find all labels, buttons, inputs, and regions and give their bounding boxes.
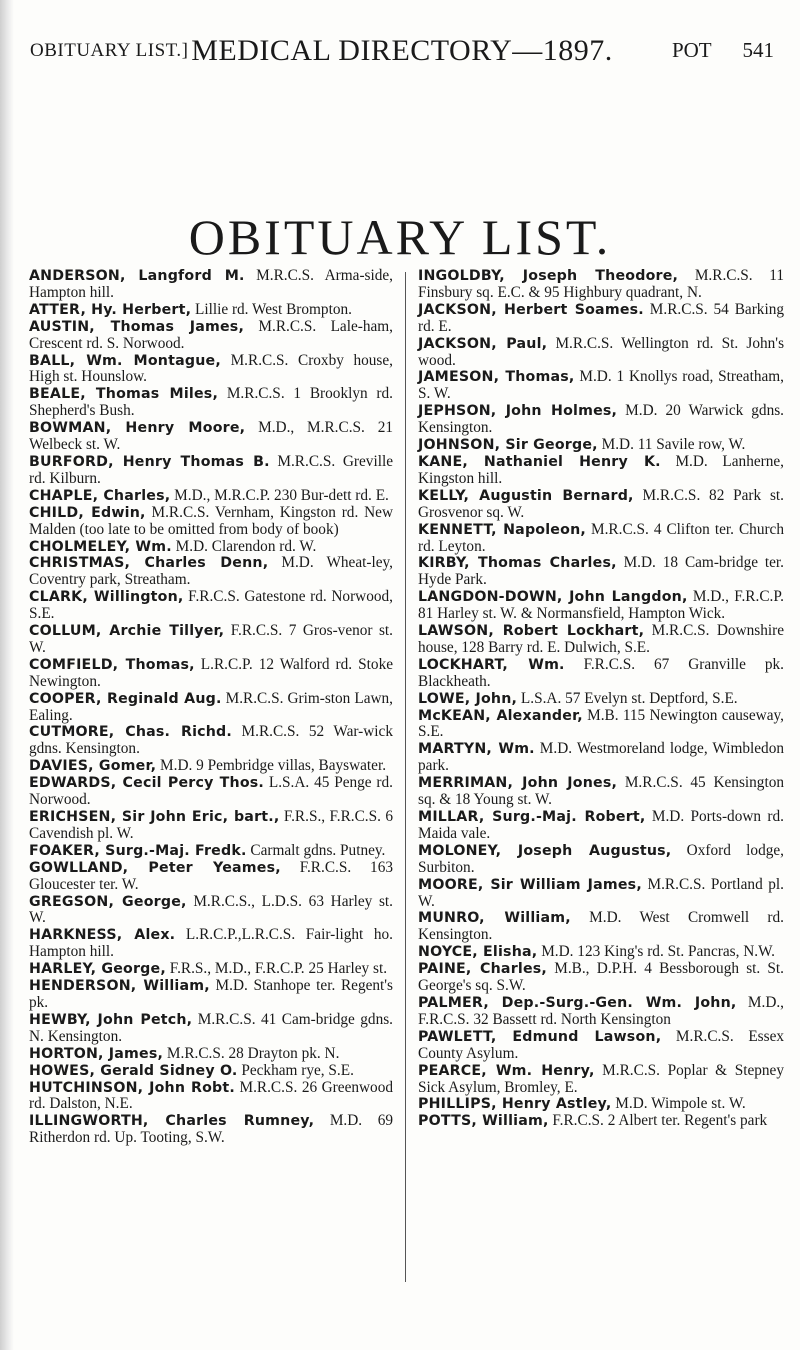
entry-detail: M.R.C.S. 45 Kensington sq. & 18 Young st. W. xyxy=(418,774,784,809)
entry-name: POTTS, William, xyxy=(418,1113,549,1130)
entry-detail: M.R.C.S. Arma-side, Hampton hill. xyxy=(29,267,393,301)
entry-name: MARTYN, Wm. xyxy=(418,741,535,758)
entry-detail: M.R.C.S. 41 Cam-bridge gdns. N. Kensington. xyxy=(29,1010,393,1045)
obituary-entry xyxy=(29,775,393,809)
entry-detail: F.R.C.S. 2 Albert ter. Regent's park xyxy=(552,1112,768,1130)
entry-name: HARLEY, George, xyxy=(29,961,166,978)
entry-name: ERICHSEN, Sir John Eric, bart., xyxy=(29,809,280,825)
entry-detail: F.R.C.S. Gatestone rd. Norwood, S.E. xyxy=(29,588,393,623)
obituary-entry xyxy=(29,623,393,657)
entry-detail: L.S.A. 45 Penge rd. Norwood. xyxy=(29,774,393,809)
entry-name: CLARK, Willington, xyxy=(29,589,184,606)
entry-detail: M.D. West Cromwell rd. Kensington. xyxy=(418,909,784,944)
entry-name: PHILLIPS, Henry Astley, xyxy=(418,1096,612,1113)
entry-name: LOWE, John, xyxy=(418,690,518,707)
obituary-entry xyxy=(29,860,393,894)
entry-name: KENNETT, Napoleon, xyxy=(418,521,586,538)
entry-detail: M.R.C.S. 54 Barking rd. E. xyxy=(418,300,784,335)
entry-name: PEARCE, Wm. Henry, xyxy=(418,1062,595,1079)
entry-name: COLLUM, Archie Tillyer, xyxy=(29,623,225,640)
obituary-entry xyxy=(418,1096,784,1113)
header-abbrev: POT xyxy=(671,38,712,62)
entry-name: JACKSON, Paul, xyxy=(418,335,548,352)
entry-detail: L.S.A. 57 Evelyn st. Deptford, S.E. xyxy=(520,689,738,707)
entry-detail: Oxford lodge, Surbiton. xyxy=(418,841,784,876)
obituary-entry xyxy=(29,302,393,319)
obituary-entry xyxy=(418,741,784,775)
entry-detail: M.D. Lanherne, Kingston hill. xyxy=(418,452,785,487)
entry-name: HUTCHINSON, John Robt. xyxy=(29,1079,235,1096)
entry-name: EDWARDS, Cecil Percy Thos. xyxy=(29,775,265,792)
obituary-entry xyxy=(29,894,393,928)
left-column xyxy=(29,268,393,1147)
entry-detail: M.D. Clarendon rd. W. xyxy=(175,537,317,555)
entry-name: KANE, Nathaniel Henry K. xyxy=(418,453,661,470)
entry-name: HENDERSON, William, xyxy=(29,978,210,995)
obituary-entry xyxy=(29,505,393,539)
entry-detail: M.D. 123 King's rd. St. Pancras, N.W. xyxy=(541,943,775,961)
obituary-entry xyxy=(29,386,393,420)
obituary-entry xyxy=(418,369,784,403)
entry-detail: M.D. 11 Savile row, W. xyxy=(601,436,746,454)
entry-detail: F.R.C.S. 163 Gloucester ter. W. xyxy=(29,858,394,893)
entry-detail: M.D. Westmoreland lodge, Wimbledon park. xyxy=(418,740,785,775)
entry-name: PAWLETT, Edmund Lawson, xyxy=(418,1028,662,1045)
obituary-entry xyxy=(29,1046,393,1063)
entry-name: LOCKHART, Wm. xyxy=(418,656,565,673)
entry-name: McKEAN, Alexander, xyxy=(418,707,583,724)
obituary-entry xyxy=(29,1063,393,1080)
entry-name: AUSTIN, Thomas James, xyxy=(29,318,245,335)
obituary-entry xyxy=(418,555,784,589)
entry-detail: M.R.C.S. Grim-ston Lawn, Ealing. xyxy=(29,689,394,724)
entry-name: KELLY, Augustin Bernard, xyxy=(418,487,634,504)
obituary-entry xyxy=(29,589,393,623)
entry-name: CHILD, Edwin, xyxy=(29,504,146,521)
obituary-entry xyxy=(29,1080,393,1114)
entry-name: HORTON, James, xyxy=(29,1045,164,1062)
entry-detail: M.R.C.S. 4 Clifton ter. Church rd. Leyton. xyxy=(418,520,784,555)
obituary-entry xyxy=(29,691,393,725)
entry-detail: M.D. Wheat-ley, Coventry park, Streatham. xyxy=(29,554,393,589)
obituary-entry xyxy=(418,809,784,843)
entry-detail: L.R.C.P.,L.R.C.S. Fair-light ho. Hampton hill. xyxy=(29,926,393,961)
obituary-entry xyxy=(29,843,393,860)
entry-detail: M.D., F.R.C.S. 32 Bassett rd. North Kensington xyxy=(418,993,785,1028)
entry-detail: M.R.C.S. Wellington rd. St. John's wood. xyxy=(418,334,785,369)
entry-name: ILLINGWORTH, Charles Rumney, xyxy=(29,1113,315,1130)
entry-name: BURFORD, Henry Thomas B. xyxy=(29,453,270,470)
obituary-entry xyxy=(418,944,784,961)
entry-name: JOHNSON, Sir George, xyxy=(418,437,598,454)
page-binding-edge xyxy=(0,0,14,1350)
obituary-entry xyxy=(418,775,784,809)
entry-detail: F.R.S., F.R.C.S. 6 Cavendish pl. W. xyxy=(29,808,393,842)
entry-name: ATTER, Hy. Herbert, xyxy=(29,301,192,318)
obituary-entry xyxy=(29,927,393,961)
obituary-entry xyxy=(418,268,784,302)
obituary-entry xyxy=(418,522,784,556)
entry-name: HOWES, Gerald Sidney O. xyxy=(29,1062,238,1079)
obituary-entry xyxy=(29,758,393,775)
entry-detail: M.R.C.S. Greville rd. Kilburn. xyxy=(29,452,393,487)
entry-detail: M.D., F.R.C.P. 81 Harley st. W. & Normansfield, Hampton Wick. xyxy=(418,588,784,623)
entry-detail: L.R.C.P. 12 Walford rd. Stoke Newington. xyxy=(29,655,394,690)
entry-name: GOWLLAND, Peter Yeames, xyxy=(29,859,281,876)
entry-detail: M.R.C.S. 28 Drayton pk. N. xyxy=(166,1044,340,1062)
entry-detail: M.R.C.S. Lale-ham, Crescent rd. S. Norwood. xyxy=(29,317,393,352)
obituary-entry xyxy=(29,454,393,488)
obituary-entry xyxy=(29,1113,393,1147)
right-column xyxy=(418,268,784,1130)
entry-detail: M.D. Stanhope ter. Regent's pk. xyxy=(29,977,394,1011)
obituary-entry xyxy=(418,1029,784,1063)
entry-detail: M.R.C.S. Poplar & Stepney Sick Asylum, Bromley, E. xyxy=(418,1061,784,1096)
entry-detail: M.R.C.S. Croxby house, High st. Hounslow. xyxy=(29,351,393,386)
entry-name: NOYCE, Elisha, xyxy=(418,944,538,961)
entry-name: PAINE, Charles, xyxy=(418,961,548,978)
obituary-entry xyxy=(418,657,784,691)
entry-name: BALL, Wm. Montague, xyxy=(29,352,221,369)
entry-detail: M.R.C.S. Portland pl. W. xyxy=(418,875,784,910)
obituary-entry xyxy=(29,724,393,758)
obituary-entry xyxy=(418,302,784,336)
entry-detail: M.R.C.S., L.D.S. 63 Harley st. W. xyxy=(29,892,393,927)
obituary-entry xyxy=(29,539,393,556)
entry-name: CHRISTMAS, Charles Denn, xyxy=(29,555,269,572)
entry-detail: Peckham rye, S.E. xyxy=(241,1061,354,1079)
obituary-entry xyxy=(29,319,393,353)
entry-name: BOWMAN, Henry Moore, xyxy=(29,420,246,437)
column-divider xyxy=(405,272,406,1282)
obituary-entry xyxy=(418,995,784,1029)
obituary-entry xyxy=(29,1012,393,1046)
entry-detail: M.R.C.S. 52 War-wick gdns. Kensington. xyxy=(29,723,393,758)
entry-detail: M.D. Ports-down rd. Maida vale. xyxy=(418,808,784,842)
entry-name: CHAPLE, Charles, xyxy=(29,487,171,504)
entry-name: CHOLMELEY, Wm. xyxy=(29,538,172,555)
entry-detail: F.R.C.S. 67 Granville pk. Blackheath. xyxy=(418,655,784,690)
entry-detail: M.D. 1 Knollys road, Streatham, S. W. xyxy=(418,368,784,403)
entry-detail: M.D., M.R.C.P. 230 Bur-dett rd. E. xyxy=(174,486,389,504)
entry-name: COMFIELD, Thomas, xyxy=(29,656,195,673)
entry-name: HARKNESS, Alex. xyxy=(29,927,176,944)
obituary-entry xyxy=(418,1063,784,1097)
obituary-entry xyxy=(418,708,784,742)
entry-name: PALMER, Dep.-Surg.-Gen. Wm. John, xyxy=(418,994,737,1011)
entry-detail: Lillie rd. West Brompton. xyxy=(194,300,352,318)
obituary-entry xyxy=(418,910,784,944)
entry-name: MUNRO, William, xyxy=(418,910,571,927)
entry-name: COOPER, Reginald Aug. xyxy=(29,690,222,707)
obituary-entry xyxy=(418,691,784,708)
obituary-entry xyxy=(418,488,784,522)
entry-name: ANDERSON, Langford M. xyxy=(29,268,245,284)
entry-detail: F.R.S., M.D., F.R.C.P. 25 Harley st. xyxy=(169,960,388,978)
entry-name: DAVIES, Gomer, xyxy=(29,758,157,775)
entry-name: JAMESON, Thomas, xyxy=(418,369,575,386)
entry-detail: M.R.C.S. 82 Park st. Grosvenor sq. W. xyxy=(418,486,784,521)
obituary-entry xyxy=(29,488,393,505)
entry-detail: M.D. 18 Cam-bridge ter. Hyde Park. xyxy=(418,554,785,589)
entry-detail: F.R.C.S. 7 Gros-venor st. W. xyxy=(29,622,394,656)
entry-detail: M.R.C.S. 1 Brooklyn rd. Shepherd's Bush. xyxy=(29,385,393,420)
entry-name: INGOLDBY, Joseph Theodore, xyxy=(418,268,679,284)
entry-detail: M.D. 69 Ritherdon rd. Up. Tooting, S.W. xyxy=(29,1112,394,1147)
obituary-entry xyxy=(418,961,784,995)
entry-name: HEWBY, John Petch, xyxy=(29,1011,193,1028)
obituary-entry xyxy=(29,268,393,302)
obituary-entry xyxy=(418,589,784,623)
entry-name: MOLONEY, Joseph Augustus, xyxy=(418,842,672,859)
obituary-entry xyxy=(418,877,784,911)
page-title: OBITUARY LIST. xyxy=(188,208,612,265)
obituary-entry xyxy=(418,403,784,437)
running-header xyxy=(30,34,774,74)
entry-detail: M.R.C.S. Downshire house, 128 Barry rd. E. Dulwich, S.E. xyxy=(418,622,784,656)
entry-detail: M.D. 20 Warwick gdns. Kensington. xyxy=(418,402,784,437)
obituary-entry xyxy=(418,454,784,488)
entry-detail: M.D. Wimpole st. W. xyxy=(615,1095,746,1113)
entry-name: LANGDON-DOWN, John Langdon, xyxy=(418,589,688,606)
entry-detail: M.D., M.R.C.S. 21 Welbeck st. W. xyxy=(29,419,393,454)
page-ref xyxy=(646,38,774,63)
obituary-entry xyxy=(418,437,784,454)
entry-name: MOORE, Sir William James, xyxy=(418,876,642,893)
entry-name: JEPHSON, John Holmes, xyxy=(418,403,618,420)
entry-name: KIRBY, Thomas Charles, xyxy=(418,555,617,572)
entry-detail: M.B., D.P.H. 4 Bessborough st. St. George's sq. S.W. xyxy=(418,960,785,995)
entry-detail: M.R.C.S. 26 Greenwood rd. Dalston, N.E. xyxy=(29,1078,393,1113)
obituary-entry xyxy=(29,353,393,387)
page-number: 541 xyxy=(742,38,774,62)
entry-name: MILLAR, Surg.-Maj. Robert, xyxy=(418,809,646,825)
obituary-entry xyxy=(29,657,393,691)
entry-detail: M.R.C.S. Essex County Asylum. xyxy=(418,1027,785,1062)
entry-name: MERRIMAN, John Jones, xyxy=(418,775,618,792)
entry-detail: M.R.C.S. 11 Finsbury sq. E.C. & 95 Highbury quadrant, N. xyxy=(418,267,784,301)
obituary-entry xyxy=(418,623,784,657)
obituary-entry xyxy=(418,336,784,370)
obituary-entry xyxy=(418,843,784,877)
entry-name: LAWSON, Robert Lockhart, xyxy=(418,623,645,640)
entry-detail: Carmalt gdns. Putney. xyxy=(250,841,386,859)
obituary-entry xyxy=(418,1113,784,1130)
entry-detail: M.R.C.S. Vernham, Kingston rd. New Malden (too late to be omitted from body of book) xyxy=(29,503,394,538)
entry-name: CUTMORE, Chas. Richd. xyxy=(29,724,233,741)
entry-name: JACKSON, Herbert Soames. xyxy=(418,301,644,318)
obituary-entry xyxy=(29,420,393,454)
directory-title: MEDICAL DIRECTORY—1897. xyxy=(191,34,613,67)
entry-name: BEALE, Thomas Miles, xyxy=(29,386,219,403)
obituary-entry xyxy=(29,809,393,843)
obituary-entry xyxy=(29,555,393,589)
section-label: OBITUARY LIST.] xyxy=(30,40,189,61)
entry-detail: M.D. 9 Pembridge villas, Bayswater. xyxy=(160,757,387,775)
entry-detail: M.B. 115 Newington causeway, S.E. xyxy=(418,706,784,741)
obituary-entry xyxy=(29,961,393,978)
obituary-entry xyxy=(29,978,393,1012)
entry-name: GREGSON, George, xyxy=(29,893,187,910)
entry-name: FOAKER, Surg.-Maj. Fredk. xyxy=(29,842,247,859)
